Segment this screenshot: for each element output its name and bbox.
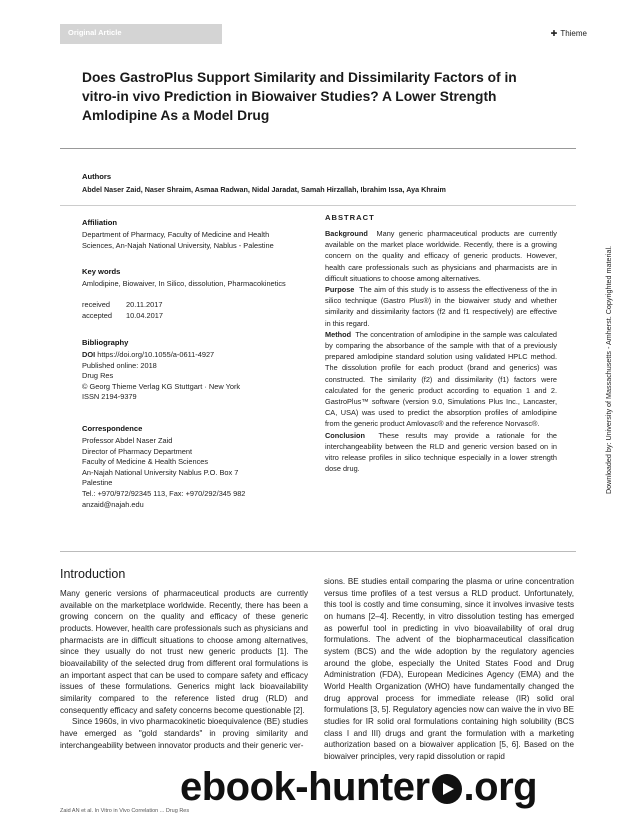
doi-label: DOI <box>82 350 96 359</box>
bib-line: © Georg Thieme Verlag KG Stuttgart · New York <box>82 381 241 391</box>
corr-line: An-Najah National University Nablus P.O. Box 7 <box>82 467 239 477</box>
received-label: received <box>82 300 110 309</box>
intro-paragraph: Many generic versions of pharmaceutical products are currently available on the marketplace worldwide. Recently, there has been a growing concern on the quality and efficacy of these generic products. However, health care professionals such as physicians and pharmacists are in difficult situations to choose among alternatives, since they usually do not trust new generic products [1]. The bioavailability of the selected drug from different oral formulations is an important aspect that can be used to compare safety and efficacy issues of these formulations. Generics might lack bioavailability similarity compared to the reference listed drug (RLD) and consequently efficacy and safety concerns become questionable [2]. <box>60 589 308 715</box>
divider <box>60 551 576 552</box>
purpose-label: Purpose <box>325 285 355 295</box>
bib-line: Drug Res <box>82 371 114 381</box>
article-title: Does GastroPlus Support Similarity and Dissimilarity Factors of in vitro-in vivo Prediction in Biowaiver Studies? A Lower Strength Amlodipine As a Model Drug <box>82 70 517 123</box>
divider <box>60 148 576 149</box>
intro-left-column <box>60 588 308 751</box>
doi-link[interactable]: https://doi.org/10.1055/a-0611-4927 <box>97 350 215 359</box>
dates-block <box>82 300 302 321</box>
keywords-label: Key words <box>82 267 121 276</box>
intro-right-column <box>324 576 574 763</box>
background-label: Background <box>325 229 368 238</box>
accepted-label: accepted <box>82 310 112 320</box>
page-footer: Zaid AN et al. In Vitro in Vivo Correlation ... Drug Res <box>60 808 190 814</box>
purpose-text: The aim of this study is to assess the effectiveness of the in silico technique (Gastro Plus®) in the biowaiver study and whether similarity and dissimilarity factors (f2 and f1 respectively) are effective in this regard. <box>325 285 557 328</box>
authors-label: Authors <box>82 172 112 181</box>
corr-line: Professor Abdel Naser Zaid <box>82 436 173 445</box>
bib-line: ISSN 2194-9379 <box>82 392 137 402</box>
bib-line: Published online: 2018 <box>82 360 157 370</box>
thieme-logo-icon: ✚ <box>550 29 558 38</box>
article-type-label: Original Article <box>68 28 122 37</box>
author-list: Abdel Naser Zaid, Naser Shraim, Asmaa Radwan, Nidal Jaradat, Samah Hirzallah, Ibrahim Issa, Aya Khraim <box>82 185 446 194</box>
publisher-brand <box>551 29 587 38</box>
conclusion-text: These results may provide a rationale for the interchangeability between the RLD and generic version based on in vitro release profiles in silico technique especially in a lower strength dose drug. <box>325 430 557 474</box>
corr-line: Palestine <box>82 478 113 488</box>
correspondence-label: Correspondence <box>82 424 143 433</box>
bibliography-block <box>82 350 302 403</box>
abstract-heading: ABSTRACT <box>325 213 375 222</box>
watermark-text-right: .org <box>463 765 538 809</box>
correspondence-block <box>82 436 302 510</box>
publisher-name: Thieme <box>560 29 587 38</box>
download-notice-text: Downloaded by: University of Massachusetts - Amherst. Copyrighted material. <box>604 245 613 495</box>
intro-paragraph: Since 1960s, in vivo pharmacokinetic bioequivalence (BE) studies have emerged as "gold standards" in proving similarity and interchangeability between innovator products and their generic ver- <box>60 717 308 750</box>
affiliation-text: Department of Pharmacy, Faculty of Medicine and Health Sciences, An-Najah National University, Nablus - Palestine <box>82 230 274 250</box>
abstract-body <box>325 228 557 474</box>
method-label: Method <box>325 329 352 339</box>
watermark-text-left: ebook-hunter <box>180 765 430 809</box>
bibliography-label: Bibliography <box>82 338 129 347</box>
method-text: The concentration of amlodipine in the sample was calculated by comparing the absorbance of the sample with that of a previously prepared amlodipine standard solution using validated HPLC method. The dissolution profile for each product (brand and generics) was constructed. The similarity (f2) and dissimilarity (f1) factors were calculated for the generic product according to equation 1 and 2. GastroPlus™ software (version 9.0, Simulations Plus Inc., Lancaster, CA, USA) was used to predict the absorption profiles of amlodipine from the generic product Amlovasc® and the reference Norvasc®. <box>325 329 557 429</box>
corr-line: Faculty of Medicine & Health Sciences <box>82 457 209 467</box>
accepted-date: 10.04.2017 <box>126 310 163 320</box>
article-type-banner <box>60 24 222 44</box>
corr-email[interactable]: anzaid@najah.edu <box>82 499 144 509</box>
background-text: Many generic pharmaceutical products are currently available on the market place worldwide. Recently, there is a growing concern on the quality and efficacy of generic products. However, health care professionals such as physicians and pharmacists are in difficult situations to choose among alternatives. <box>325 229 557 283</box>
introduction-heading: Introduction <box>60 567 126 581</box>
received-date: 20.11.2017 <box>126 300 163 309</box>
intro-paragraph: sions. BE studies entail comparing the plasma or urine concentration versus time profiles of a test versus a RLD product. Unfortunately, this tool is costly and time consuming, since it involves invasive tests on humans [2–4]. Recently, in vitro dissolution testing has emerged as powerful tool in predicting in vivo bioavailability of oral drug formulations. The advent of the biopharmaceutical classification system (BCS) and the wide adoption by the regulatory agencies around the globe, especially the United States Food and Drug Administration (FDA), European Medicines Agency (EMA) and the World Health Organization (WHO) have fundamentally changed the drug approval process for immediate release (IR) solid oral formulations [3, 5]. Regulatory agencies now can waive the in vivo BE studies for IR solid oral formulations containing high solubility (BCS class I and III) drugs and grant the formulation with a marketing authorization based on a biowaiver application [5, 6]. Based on the biowaiver principles, very rapid dissolution or rapid <box>324 577 574 761</box>
keywords-text: Amlodipine, Biowaiver, In Silico, dissolution, Pharmacokinetics <box>82 279 286 288</box>
divider <box>60 205 576 206</box>
watermark <box>180 765 537 810</box>
conclusion-label: Conclusion <box>325 430 365 440</box>
affiliation-label: Affiliation <box>82 218 118 227</box>
play-icon <box>432 774 462 804</box>
corr-line: Director of Pharmacy Department <box>82 446 193 456</box>
corr-line: Tel.: +970/972/92345 113, Fax: +970/292/345 982 <box>82 488 246 498</box>
